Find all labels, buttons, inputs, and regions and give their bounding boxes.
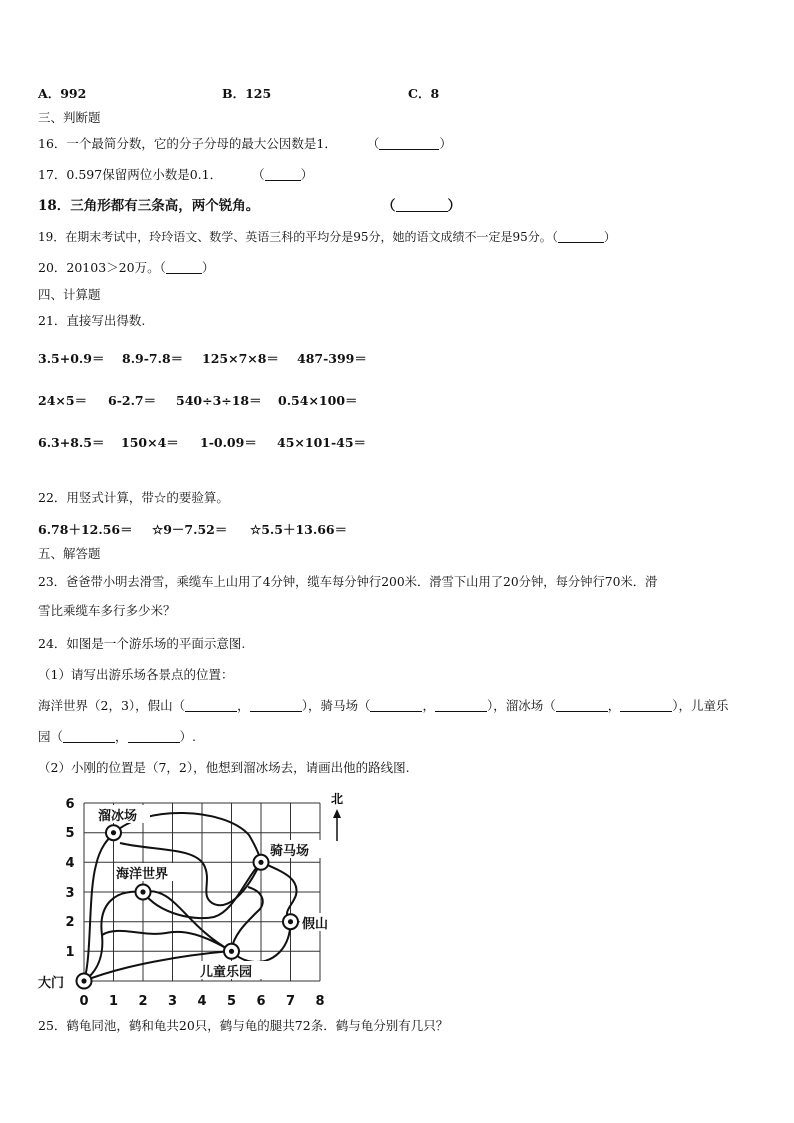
question-23-line2: 雪比乘缆车多行多少米？ [38,603,176,618]
amusement-park-map [34,785,364,1015]
answer-paren[interactable]: （ ） [382,198,461,214]
north-arrow-icon [331,792,343,841]
horse-riding-label: 骑马场 [270,844,310,859]
calc-item: 0.54×100＝ [278,393,358,408]
option-b: B．125 [222,86,272,101]
calc-item: 24×5＝ [38,393,88,408]
question-24-positions: 海洋世界（2，3），假山（ ， ），骑马场（ ， ），溜冰场（ ， ），儿童乐 [38,698,729,713]
question-17 [38,167,313,183]
answer-blank[interactable] [166,261,202,274]
section-title-calc: 四、计算题 [38,287,101,302]
answer-blank[interactable] [379,137,439,150]
answer-paren[interactable]: （ ） [252,167,314,182]
y-tick: 3 [65,886,75,901]
x-tick: 8 [315,994,325,1009]
answer-blank[interactable] [620,699,672,712]
kids-park-label: 儿童乐园 [200,965,253,980]
question-24: 24．如图是一个游乐场的平面示意图. [38,636,246,651]
answer-paren[interactable]: （ ） [159,260,215,275]
answer-blank[interactable] [396,199,448,212]
gate-label: 大门 [38,976,65,991]
answer-blank[interactable] [250,699,302,712]
question-20-text: 20．20103＞20万。 [38,260,160,275]
question-21: 21．直接写出得数. [38,313,146,328]
section-title-judge: 三、判断题 [38,110,101,125]
question-24-positions-cont: 园（ ， ）. [38,729,197,744]
calc-item: 150×4＝ [121,435,179,450]
y-tick: 1 [65,945,75,960]
vertical-calc-item: ☆5.5＋13.66＝ [250,522,348,537]
answer-blank[interactable] [558,230,604,243]
question-24-part1: （1）请写出游乐场各景点的位置： [38,667,234,682]
question-18 [38,198,461,214]
x-tick: 1 [108,994,119,1009]
calc-item: 487-399＝ [297,351,367,366]
vertical-calc-item: 6.78＋12.56＝ [38,522,133,537]
calc-item: 6.3+8.5＝ [38,435,105,450]
north-label: 北 [330,792,344,806]
question-19 [38,229,616,245]
answer-paren[interactable]: （ ） [366,136,452,151]
question-18-text: 18．三角形都有三条高，两个锐角。 [38,198,260,214]
calc-item: 45×101-45＝ [277,435,367,450]
x-tick: 5 [226,994,237,1009]
y-tick: 6 [65,797,75,812]
question-24-part2: （2）小刚的位置是（7，2），他想到溜冰场去，请画出他的路线图. [38,760,410,775]
question-16-text: 16．一个最简分数，它的分子分母的最大公因数是1． [38,136,337,151]
x-tick: 4 [197,994,207,1009]
question-17-text: 17．0.597保留两位小数是0.1． [38,167,223,182]
option-c: C．8 [408,86,440,101]
answer-blank[interactable] [63,730,115,743]
question-25: 25．鹤龟同池，鹤和龟共20只，鹤与龟的腿共72条．鹤与龟分别有几只？ [38,1018,449,1033]
x-axis-ticks [79,994,324,1009]
skate-rink-label: 溜冰场 [98,809,138,824]
x-tick: 7 [285,994,296,1009]
x-tick: 0 [79,994,89,1009]
question-22: 22．用竖式计算，带☆的要验算。 [38,490,229,505]
calc-item: 8.9-7.8＝ [122,351,184,366]
x-tick: 6 [256,994,266,1009]
y-tick: 5 [65,826,75,841]
answer-blank[interactable] [370,699,422,712]
vertical-calc-item: ☆9－7.52＝ [152,522,228,537]
y-axis-ticks [65,797,74,960]
x-tick: 3 [167,994,178,1009]
question-19-text: 19．在期末考试中，玲玲语文、数学、英语三科的平均分是95分，她的语文成绩不一定是95分。 [38,230,552,244]
question-16 [38,136,452,152]
answer-paren[interactable]: （ ） [551,230,616,244]
question-23-line1: 23．爸爸带小明去滑雪，乘缆车上山用了4分钟，缆车每分钟行200米．滑雪下山用了20分钟，每分钟行70米．滑 [38,575,658,589]
option-a: A．992 [38,86,87,101]
calc-item: 125×7×8＝ [202,351,279,366]
answer-blank[interactable] [128,730,180,743]
y-tick: 4 [65,856,75,871]
answer-blank[interactable] [435,699,487,712]
calc-item: 3.5+0.9＝ [38,351,105,366]
answer-blank[interactable] [265,168,301,181]
rockery-label: 假山 [302,917,329,932]
x-tick: 2 [138,994,148,1009]
answer-blank[interactable] [556,699,608,712]
section-title-solve: 五、解答题 [38,546,101,561]
answer-blank[interactable] [185,699,237,712]
ocean-world-label: 海洋世界 [116,867,169,882]
calc-item: 1-0.09＝ [200,435,257,450]
y-tick: 2 [65,915,75,930]
question-20 [38,260,214,276]
calc-item: 6-2.7＝ [108,393,157,408]
calc-item: 540÷3÷18＝ [176,393,262,408]
